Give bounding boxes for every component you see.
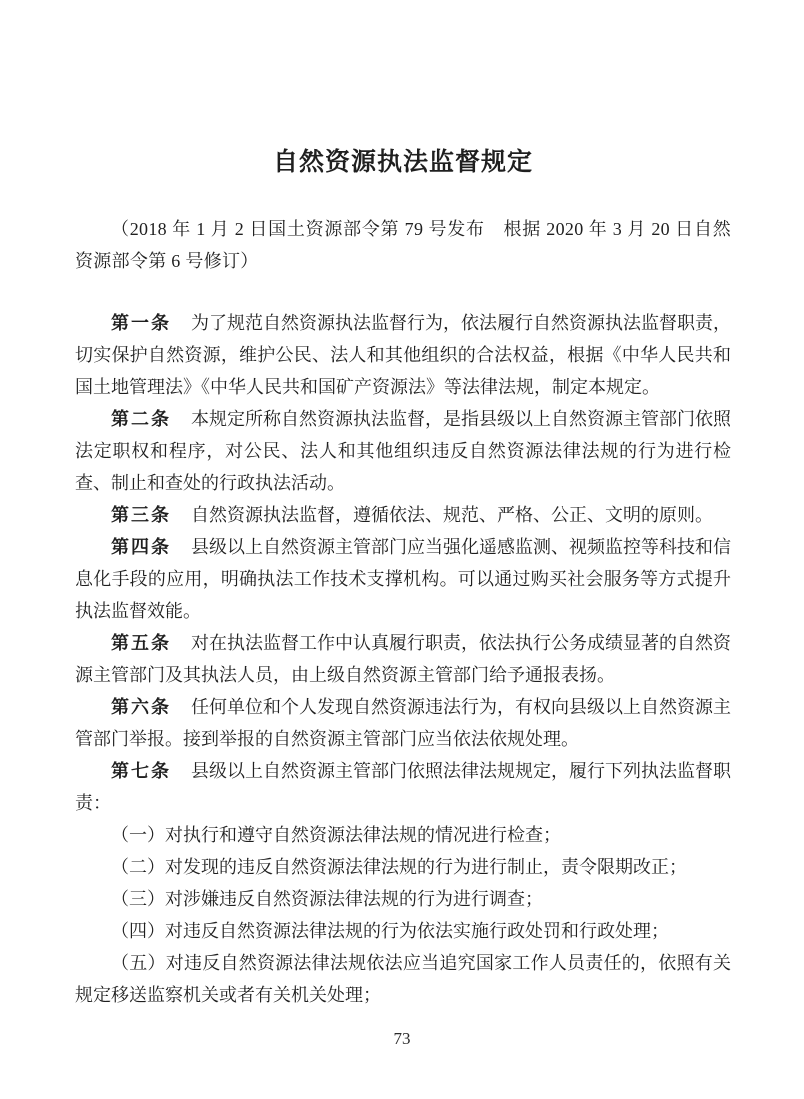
article-1-number: 第一条 (111, 313, 171, 333)
article-7-number: 第七条 (111, 761, 171, 781)
article-7 (75, 755, 731, 819)
document-title: 自然资源执法监督规定 (272, 149, 533, 176)
article-5 (75, 627, 731, 691)
article-4 (75, 531, 731, 627)
article-2-text: 本规定所称自然资源执法监督，是指县级以上自然资源主管部门依照法定职权和程序，对公民、法人和其他组织违反自然资源法律法规的行为进行检查、制止和查处的行政执法活动。 (75, 409, 731, 493)
article-7-text: 县级以上自然资源主管部门依照法律法规规定，履行下列执法监督职责： (75, 761, 731, 813)
list-item-5: （五）对违反自然资源法律法规依法应当追究国家工作人员责任的，依照有关规定移送监察机关或者有关机关处理； (75, 953, 731, 1005)
article-3 (75, 499, 731, 531)
list-item-1: （一）对执行和遵守自然资源法律法规的情况进行检查； (111, 825, 561, 845)
article-2 (75, 403, 731, 499)
page-content (75, 0, 731, 1011)
list-item-4: （四）对违反自然资源法律法规的行为依法实施行政处罚和行政处理； (111, 921, 669, 941)
articles-block (75, 307, 731, 1011)
article-1 (75, 307, 731, 403)
article-4-number: 第四条 (111, 537, 171, 557)
article-1-text: 为了规范自然资源执法监督行为，依法履行自然资源执法监督职责，切实保护自然资源，维护公民、法人和其他组织的合法权益，根据《中华人民共和国土地管理法》《中华人民共和国矿产资源法》等法律法规，制定本规定。 (75, 313, 731, 397)
article-4-text: 县级以上自然资源主管部门应当强化遥感监测、视频监控等科技和信息化手段的应用，明确执法工作技术支撑机构。可以通过购买社会服务等方式提升执法监督效能。 (75, 537, 731, 621)
article-2-number: 第二条 (111, 409, 171, 429)
list-item-3: （三）对涉嫌违反自然资源法律法规的行为进行调查； (111, 889, 543, 909)
article-3-number: 第三条 (111, 505, 171, 525)
article-6 (75, 691, 731, 755)
article-6-text: 任何单位和个人发现自然资源违法行为，有权向县级以上自然资源主管部门举报。接到举报的自然资源主管部门应当依法依规处理。 (75, 697, 731, 749)
article-5-number: 第五条 (111, 633, 171, 653)
article-6-number: 第六条 (111, 697, 171, 717)
article-3-text: 自然资源执法监督，遵循依法、规范、严格、公正、文明的原则。 (191, 505, 713, 525)
document-subtitle: （2018 年 1 月 2 日国土资源部令第 79 号发布 根据 2020 年 3 月 20 日自然资源部令第 6 号修订） (75, 219, 731, 271)
article-5-text: 对在执法监督工作中认真履行职责，依法执行公务成绩显著的自然资源主管部门及其执法人员，由上级自然资源主管部门给予通报表扬。 (75, 633, 731, 685)
page-number: 73 (393, 1029, 411, 1048)
list-item-2: （二）对发现的违反自然资源法律法规的行为进行制止，责令限期改正； (111, 857, 687, 877)
